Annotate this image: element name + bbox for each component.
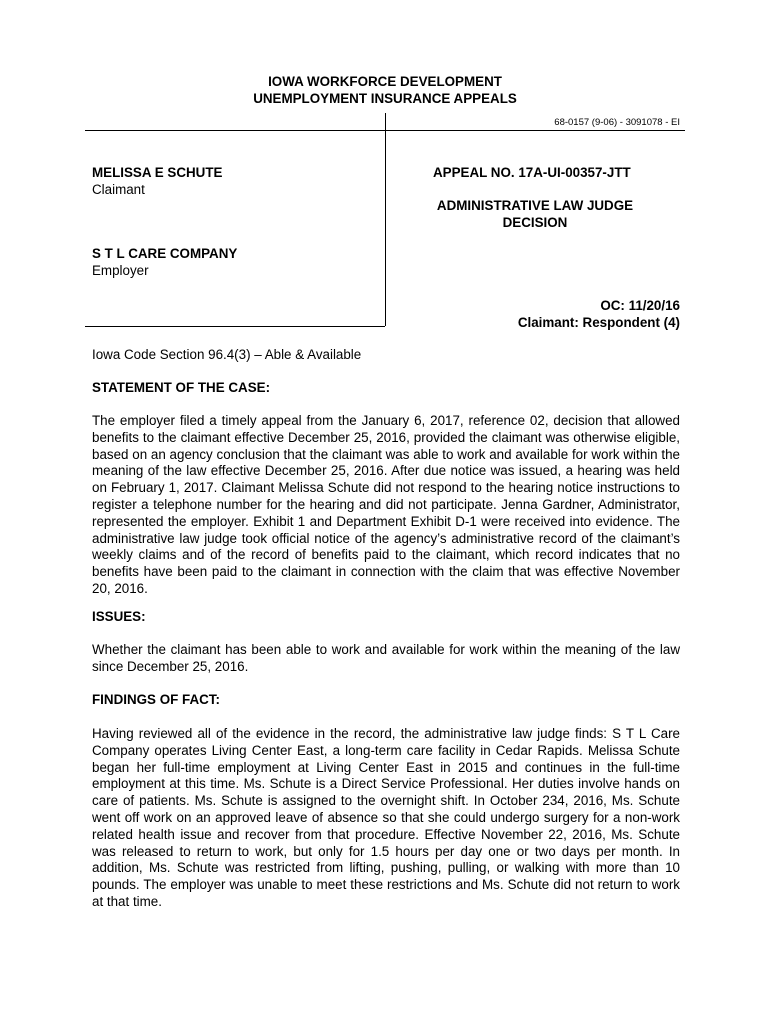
- findings-heading: [92, 692, 680, 709]
- issues-heading-text: ISSUES:: [92, 609, 146, 624]
- agency-division: UNEMPLOYMENT INSURANCE APPEALS: [253, 91, 517, 106]
- statement-heading-text: STATEMENT OF THE CASE:: [92, 380, 271, 395]
- code-section: Iowa Code Section 96.4(3) – Able & Available: [92, 347, 362, 362]
- caption-bottom-divider: [85, 326, 385, 327]
- appeal-number: APPEAL NO. 17A-UI-00357-JTT: [433, 165, 631, 180]
- claimant-block: [92, 164, 222, 198]
- claimant-name: MELISSA E SCHUTE: [92, 165, 223, 180]
- statement-section: [92, 413, 680, 598]
- decision-title-line1: ADMINISTRATIVE LAW JUDGE: [436, 198, 634, 213]
- issues-heading: [92, 609, 680, 626]
- form-code: 68-0157 (9-06) - 3091078 - EI: [554, 117, 680, 128]
- issues-section: [92, 642, 680, 676]
- employer-name: S T L CARE COMPANY: [92, 246, 238, 261]
- decision-title: [400, 197, 670, 231]
- oc-date: OC: 11/20/16: [600, 298, 680, 313]
- findings-section: [92, 726, 680, 911]
- agency-name: IOWA WORKFORCE DEVELOPMENT: [268, 74, 502, 89]
- agency-header: [0, 73, 770, 107]
- column-divider: [385, 113, 386, 326]
- decision-title-line2: DECISION: [502, 215, 568, 230]
- findings-heading-text: FINDINGS OF FACT:: [92, 692, 220, 707]
- claimant-status: Claimant: Respondent (4): [517, 315, 680, 330]
- claimant-role: Claimant: [92, 182, 145, 197]
- oc-block: [518, 297, 680, 331]
- findings-text: Having reviewed all of the evidence in the record, the administrative law judge finds: S T L Care Company operates Living Center East, a long-term care facility in Cedar Rapids. Melissa Schute began her full-time employment at Living Center East in 2015 and continues in the full-time employment at this time. Ms. Schute is a Direct Service Professional. Her duties involve hands on care of patients. Ms. Schute is assigned to the overnight shift. In October 234, 2016, Ms. Schute went off work on an approved leave of absence so that she could undergo surgery for a non-work related health issue and recover from that procedure. Effective November 22, 2016, Ms. Schute was released to return to work, but only for 1.5 hours per day one or two days per month. In addition, Ms. Schute was restricted from lifting, pushing, pulling, or walking with more than 10 pounds. The employer was unable to meet these restrictions and Ms. Schute did not return to work at that time.: [92, 726, 680, 909]
- statement-text: The employer filed a timely appeal from the January 6, 2017, reference 02, decision that allowed benefits to the claimant effective December 25, 2016, provided the claimant was otherwise eligible, based on an agency conclusion that the claimant was able to work and available for work within the meaning of the law effective December 25, 2016. After due notice was issued, a hearing was held on February 1, 2017. Claimant Melissa Schute did not respond to the hearing notice instructions to register a telephone number for the hearing and did not participate. Jenna Gardner, Administrator, represented the employer. Exhibit 1 and Department Exhibit D-1 were received into evidence. The administrative law judge took official notice of the agency’s administrative record of the claimant’s weekly claims and of the record of benefits paid to the claimant, which record indicates that no benefits have been paid to the claimant in connection with the claim that was effective November 20, 2016.: [92, 413, 680, 596]
- issues-text: Whether the claimant has been able to work and available for work within the meaning of the law since December 25, 2016.: [92, 642, 680, 674]
- employer-block: [92, 245, 237, 279]
- statement-heading: [92, 380, 680, 397]
- employer-role: Employer: [92, 263, 149, 278]
